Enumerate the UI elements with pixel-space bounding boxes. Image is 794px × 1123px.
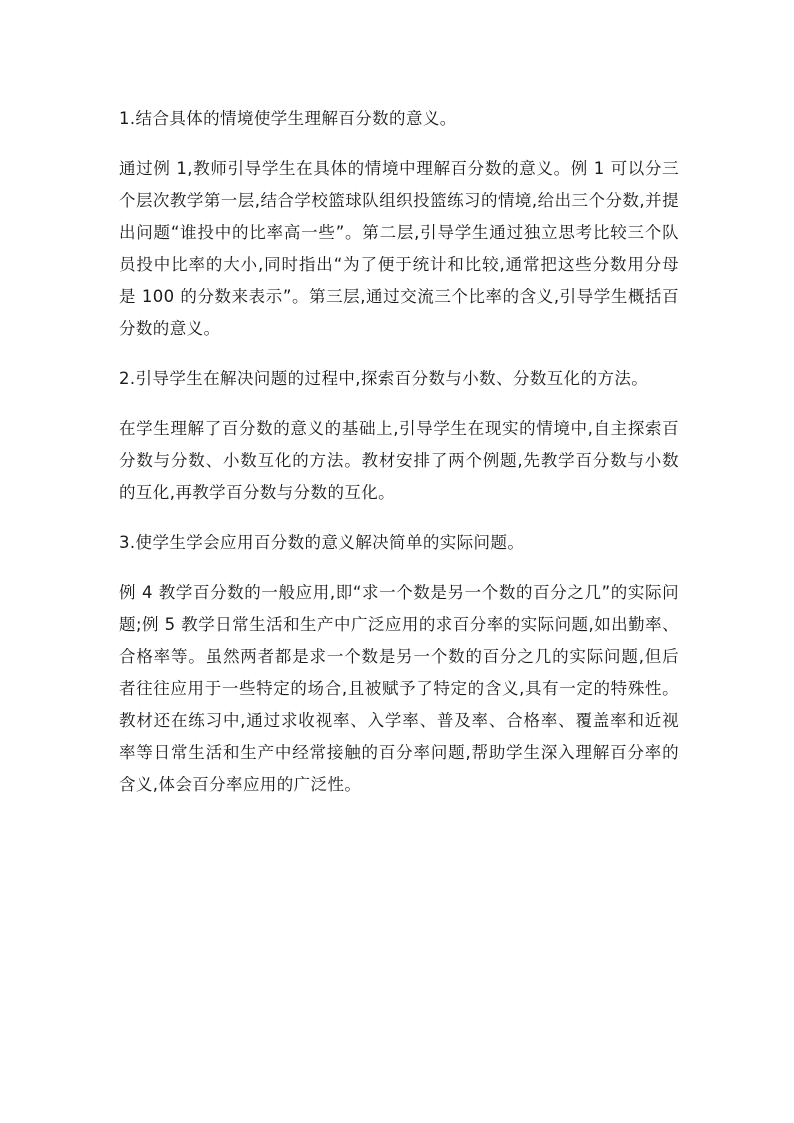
document-body	[119, 103, 679, 819]
section-1-heading: 1.结合具体的情境使学生理解百分数的意义。	[119, 109, 457, 128]
section-1-paragraph: 通过例 1,教师引导学生在具体的情境中理解百分数的意义。例 1 可以分三个层次教学第一层,结合学校篮球队组织投篮练习的情境,给出三个分数,并提出问题“谁投中的比率高一些”。第二层,引导学生通过独立思考比较三个队员投中比率的大小,同时指出“为了便于统计和比较,通常把这些分数用分母是 100 的分数来表示”。第三层,通过交流三个比率的含义,引导学生概括百分数的意义。	[119, 159, 679, 338]
section-3-paragraph: 例 4 教学百分数的一般应用,即“求一个数是另一个数的百分之几”的实际问题;例 5 教学日常生活和生产中广泛应用的求百分率的实际问题,如出勤率、合格率等。虽然两者都是求一个数是另一个数的百分之几的实际问题,但后者往往应用于一些特定的场合,且被赋予了特定的含义,具有一定的特殊性。教材还在练习中,通过求收视率、入学率、普及率、合格率、覆盖率和近视率等日常生活和生产中经常接触的百分率问题,帮助学生深入理解百分率的含义,体会百分率应用的广泛性。	[119, 583, 679, 794]
section-2-heading: 2.引导学生在解决问题的过程中,探索百分数与小数、分数互化的方法。	[119, 369, 649, 388]
section-2-paragraph: 在学生理解了百分数的意义的基础上,引导学生在现实的情境中,自主探索百分数与分数、小数互化的方法。教材安排了两个例题,先教学百分数与小数的互化,再教学百分数与分数的互化。	[119, 419, 679, 502]
section-3-heading: 3.使学生学会应用百分数的意义解决简单的实际问题。	[119, 533, 525, 552]
